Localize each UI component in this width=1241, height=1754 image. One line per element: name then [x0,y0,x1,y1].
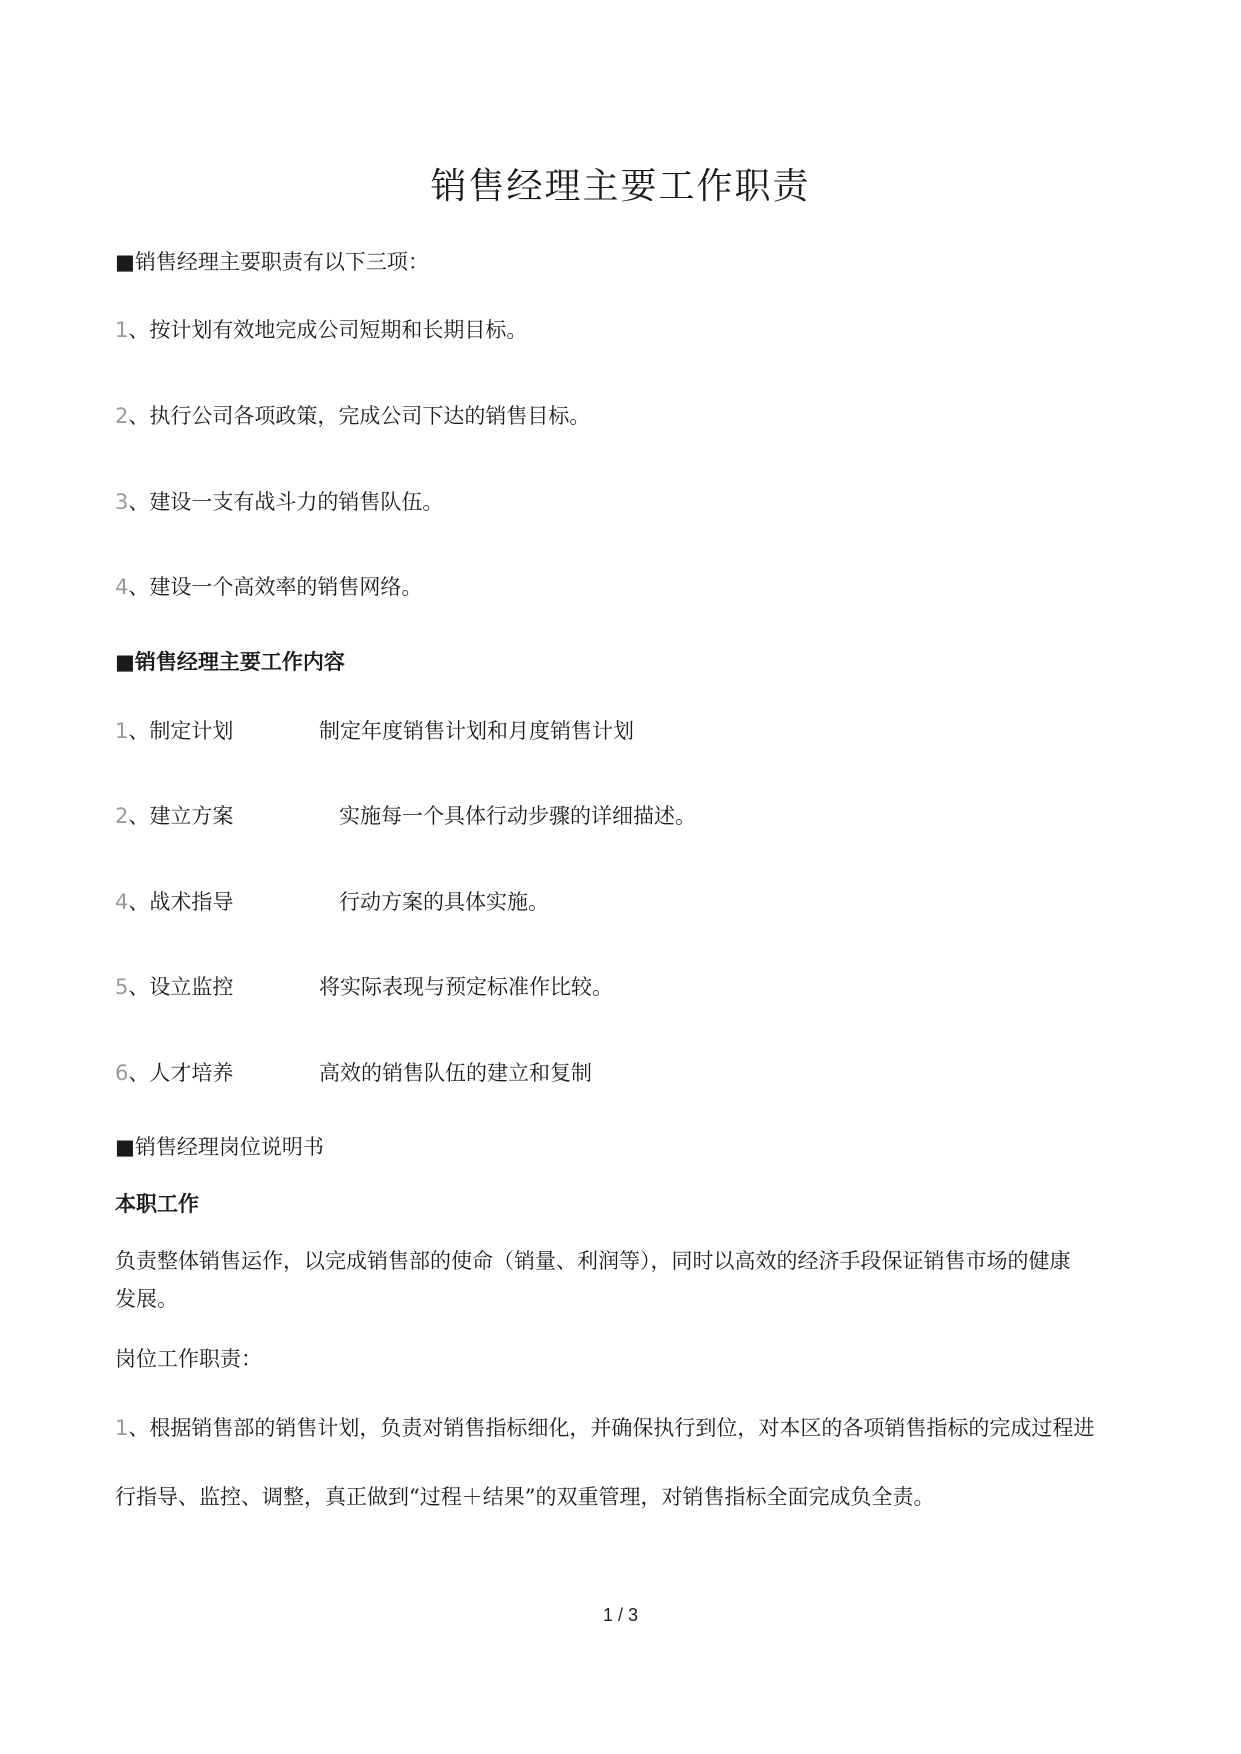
section-heading-responsibilities: ■销售经理主要职责有以下三项： [115,250,429,274]
item-number: 2 [115,404,129,428]
section-heading-job-description: ■销售经理岗位说明书 [115,1135,324,1159]
item-label: 、人才培养 [128,1061,234,1085]
item-text: 、执行公司各项政策，完成公司下达的销售目标。 [128,404,591,428]
item-number: 6 [115,1061,129,1085]
item-text: 、按计划有效地完成公司短期和长期目标。 [128,318,528,342]
item-number: 1 [115,318,129,342]
item-description: 高效的销售队伍的建立和复制 [319,1061,592,1085]
item-text: 、建设一个高效率的销售网络。 [128,575,423,599]
item-description: 行动方案的具体实施。 [339,890,549,914]
item-text: 、建设一支有战斗力的销售队伍。 [128,490,444,514]
list-item [115,400,590,430]
item-number: 4 [115,890,129,914]
item-label: 、设立监控 [128,975,234,999]
section-heading-work-content: ■销售经理主要工作内容 [115,650,345,674]
paragraph-line: 负责整体销售运作，以完成销售部的使命（销量、利润等），同时以高效的经济手段保证销售市场的健康 [115,1249,1071,1273]
list-item [115,971,1115,1001]
item-description: 将实际表现与预定标准作比较。 [319,975,613,999]
page-number: 1 / 3 [602,1605,639,1625]
item-number: 3 [115,490,129,514]
item-number: 1 [115,1416,129,1440]
duty-line [115,1412,1094,1442]
item-description: 制定年度销售计划和月度销售计划 [319,719,634,743]
list-item [115,1057,1115,1087]
list-item [115,571,422,601]
item-number: 5 [115,975,129,999]
item-number: 1 [115,719,129,743]
item-label: 、建立方案 [128,804,234,828]
list-item [115,314,527,344]
duty-line: 行指导、监控、调整，真正做到“过程＋结果”的双重管理，对销售指标全面完成负全责。 [115,1485,935,1509]
document-title: 销售经理主要工作职责 [430,166,811,207]
list-item [115,486,443,516]
item-label: 、战术指导 [128,890,234,914]
list-item [115,886,1115,916]
subheading-core-work: 本职工作 [115,1192,199,1216]
item-label: 、制定计划 [128,719,234,743]
item-number: 2 [115,804,129,828]
paragraph-line: 发展。 [115,1287,178,1311]
list-item [115,800,1115,830]
list-item [115,715,1115,745]
duties-label: 岗位工作职责： [115,1347,262,1371]
duty-text: 、根据销售部的销售计划，负责对销售指标细化，并确保执行到位，对本区的各项销售指标的完成过程进 [128,1416,1095,1440]
item-description: 实施每一个具体行动步骤的详细描述。 [339,804,696,828]
item-number: 4 [115,575,129,599]
